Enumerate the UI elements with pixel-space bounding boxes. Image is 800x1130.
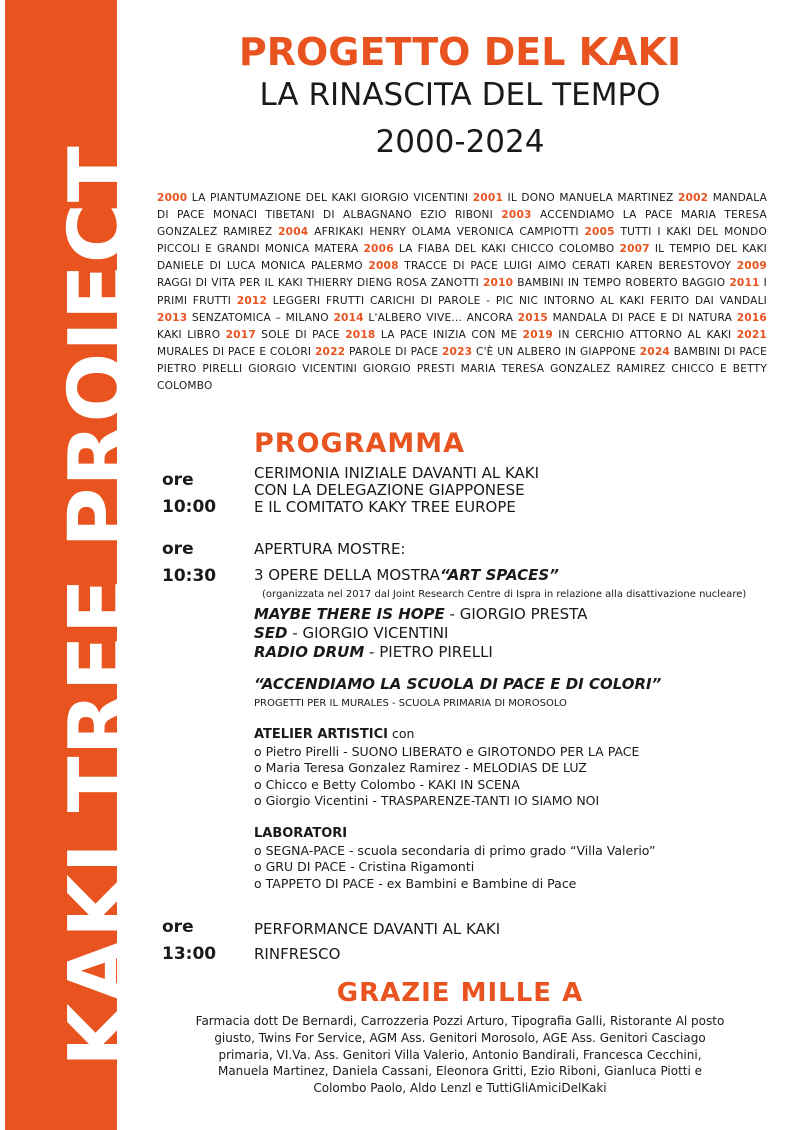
- history-entry: LA PIANTUMAZIONE DEL KAKI GIORGIO VICENTINI: [187, 192, 473, 204]
- work-title: MAYBE THERE IS HOPE: [254, 605, 445, 623]
- history-entry: IN CERCHIO ATTORNO AL KAKI: [552, 328, 737, 341]
- history-year: 2018: [345, 328, 376, 341]
- grazie-heading: GRAZIE MILLE A: [336, 978, 584, 1008]
- work-author: - PIETRO PIRELLI: [364, 643, 493, 661]
- history-entry: SENZATOMICA – MILANO: [187, 311, 334, 324]
- slot1-line: CON LA DELEGAZIONE GIAPPONESE: [254, 481, 525, 499]
- atelier-item: o Maria Teresa Gonzalez Ramirez - MELODIAS DE LUZ: [254, 760, 587, 775]
- thanks-line: primaria, VI.Va. Ass. Genitori Villa Valerio, Antonio Bandirali, Francesca Cecchini,: [218, 1047, 702, 1062]
- history-entry: IL DONO MANUELA MARTINEZ: [503, 192, 678, 204]
- history-entry: LA FIABA DEL KAKI CHICCO COLOMBO: [393, 243, 620, 256]
- history-entry: TUTTI I KAKI DEL MONDO PICCOLI E GRANDI MONICA MATERA: [157, 226, 768, 256]
- history-entry: BAMBINI DI PACE PIETRO PIRELLI GIORGIO VICENTINI GIORGIO PRESTI MARIA TERESA GONZALEZ RAMIREZ CHICCO E BETTY COLOMBO: [157, 345, 767, 393]
- history-year: 2006: [363, 243, 394, 256]
- slot1-text: [254, 465, 539, 516]
- art-spaces-title: “ART SPACES”: [439, 566, 559, 584]
- laboratori-item: o SEGNA-PACE - scuola secondaria di primo grado “Villa Valerio”: [254, 842, 656, 858]
- apertura-mostre: APERTURA MOSTRE:: [254, 540, 406, 558]
- history-entry: SOLE DI PACE: [255, 328, 346, 341]
- thanks-line: Colombo Paolo, Aldo Lenzl e TuttiGliAmiciDelKaki: [313, 1081, 607, 1096]
- laboratori-heading: LABORATORI: [254, 826, 348, 841]
- work-title: SED: [254, 624, 288, 642]
- atelier-list: [254, 726, 639, 810]
- laboratori-list: [254, 826, 656, 892]
- slot1-line: E IL COMITATO KAKY TREE EUROPE: [254, 498, 516, 516]
- slot3-time: 13:00: [162, 944, 217, 964]
- slot1-time: 10:00: [162, 497, 217, 517]
- slot3-text: [254, 917, 500, 967]
- art-spaces-note: (organizzata nel 2017 dal Joint Research Centre di Ispra in relazione alla disattivazione nucleare): [262, 589, 747, 600]
- slot3-line: RINFRESCO: [254, 945, 341, 963]
- slot2-time: 10:30: [162, 566, 217, 586]
- history-entry: AFRIKAKI HENRY OLAMA VERONICA CAMPIOTTI: [308, 226, 585, 239]
- thanks-line: Farmacia dott De Bernardi, Carrozzeria Pozzi Arturo, Tipografia Galli, Ristorante Al posto: [195, 1014, 725, 1028]
- page-subtitle: LA RINASCITA DEL TEMPO: [259, 77, 661, 113]
- history-entry: MANDALA DI PACE MONACI TIBETANI DI ALBAGNANO EZIO RIBONI: [157, 192, 768, 222]
- slot3-ore-label: ore: [162, 917, 194, 937]
- history-year: 2016: [736, 311, 767, 324]
- history-year: 2012: [236, 294, 268, 307]
- history-entry: ACCENDIAMO LA PACE MARIA TERESA GONZALEZ RAMIREZ: [157, 209, 767, 239]
- thanks-line: Manuela Martinez, Daniela Cassani, Eleonora Gritti, Ezio Riboni, Gianluca Piotti e: [217, 1064, 703, 1079]
- programma-heading: PROGRAMMA: [254, 428, 466, 459]
- slot1-ore-label: ore: [162, 470, 194, 490]
- history-entry: L'ALBERO VIVE... ANCORA: [363, 311, 518, 324]
- history-year: 2009: [736, 260, 768, 273]
- history-entry: TRACCE DI PACE LUIGI AIMO CERATI KAREN BERESTOVOY: [398, 260, 737, 273]
- slot1-ore: [162, 467, 216, 521]
- atelier-item: o Giorgio Vicentini - TRASPARENZE-TANTI IO SIAMO NOI: [254, 793, 600, 808]
- slot1-line: CERIMONIA INIZIALE DAVANTI AL KAKI: [254, 464, 540, 482]
- slot3-line: PERFORMANCE DAVANTI AL KAKI: [254, 920, 501, 938]
- history-entry: MANDALA DI PACE E DI NATURA: [547, 311, 737, 324]
- history-year: 2015: [517, 311, 548, 324]
- history-year: 2011: [729, 277, 760, 290]
- history-year: 2022: [314, 345, 346, 358]
- atelier-item: o Pietro Pirelli - SUONO LIBERATO e GIROTONDO PER LA PACE: [254, 743, 640, 759]
- history-year: 2002: [677, 192, 709, 204]
- side-band-title: KAKI TREE PROJECT: [52, 145, 147, 1067]
- atelier-item: o Chicco e Betty Colombo - KAKI IN SCENA: [254, 776, 520, 792]
- art-spaces-prefix: 3 OPERE DELLA MOSTRA: [254, 566, 440, 584]
- history-year: 2003: [501, 209, 532, 222]
- history-entry: PAROLE DI PACE: [345, 345, 442, 358]
- history-entry: LA PACE INIZIA CON ME: [375, 328, 523, 341]
- history-year: 2023: [441, 345, 473, 358]
- history-year: 2024: [639, 345, 670, 358]
- history-year: 2010: [482, 277, 514, 290]
- history-entry: C'È UN ALBERO IN GIAPPONE: [472, 345, 640, 358]
- page-title: PROGETTO DEL KAKI: [238, 30, 682, 74]
- scuola-subtitle: PROGETTI PER IL MURALES - SCUOLA PRIMARIA DI MOROSOLO: [254, 698, 567, 709]
- thanks-list: [170, 1013, 750, 1097]
- history-entry: MURALES DI PACE E COLORI: [157, 345, 315, 358]
- work-item: [254, 643, 587, 662]
- work-author: - GIORGIO PRESTA: [444, 605, 588, 623]
- slot3-ore: [162, 914, 216, 968]
- work-item: [254, 605, 587, 624]
- history-year: 2008: [368, 260, 399, 273]
- works-list: [254, 605, 587, 662]
- slot2-ore-label: ore: [162, 539, 194, 559]
- atelier-heading: ATELIER ARTISTICI: [254, 727, 388, 742]
- work-author: - GIORGIO VICENTINI: [287, 624, 449, 642]
- history-entry: IL TEMPIO DEL KAKI DANIELE DI LUCA MONICA PALERMO: [157, 243, 767, 273]
- history-year: 2014: [333, 311, 364, 324]
- page-years: 2000-2024: [375, 124, 545, 160]
- history-year: 2001: [472, 192, 504, 204]
- history-year: 2021: [736, 328, 767, 341]
- side-band: [0, 0, 147, 1130]
- history-paragraph: [157, 190, 767, 395]
- history-year: 2019: [522, 328, 553, 341]
- scuola-title: “ACCENDIAMO LA SCUOLA DI PACE E DI COLORI”: [254, 675, 662, 693]
- history-year: 2004: [278, 226, 309, 239]
- history-year: 2005: [584, 226, 615, 239]
- history-year: 2007: [619, 243, 650, 256]
- laboratori-item: o GRU DI PACE - Cristina Rigamonti: [254, 859, 475, 874]
- history-year: 2013: [157, 311, 188, 324]
- history-entry: I PRIMI FRUTTI: [157, 277, 767, 307]
- history-entry: KAKI LIBRO: [157, 328, 226, 341]
- slot2-ore: [162, 536, 216, 590]
- atelier-con: con: [387, 726, 415, 741]
- history-entry: BAMBINI IN TEMPO ROBERTO BAGGIO: [513, 277, 730, 290]
- history-entry: RAGGI DI VITA PER IL KAKI THIERRY DIENG ROSA ZANOTTI: [157, 277, 483, 290]
- work-title: RADIO DRUM: [254, 643, 365, 661]
- art-spaces-line: [254, 567, 559, 584]
- laboratori-item: o TAPPETO DI PACE - ex Bambini e Bambine di Pace: [254, 875, 577, 891]
- history-year: 2000: [157, 192, 188, 204]
- work-item: [254, 624, 587, 643]
- history-entry: LEGGERI FRUTTI CARICHI DI PAROLE - PIC NIC INTORNO AL KAKI FERITO DAI VANDALI: [267, 294, 768, 307]
- thanks-line: giusto, Twins For Service, AGM Ass. Genitori Morosolo, AGE Ass. Genitori Casciago: [214, 1030, 706, 1045]
- history-year: 2017: [225, 328, 256, 341]
